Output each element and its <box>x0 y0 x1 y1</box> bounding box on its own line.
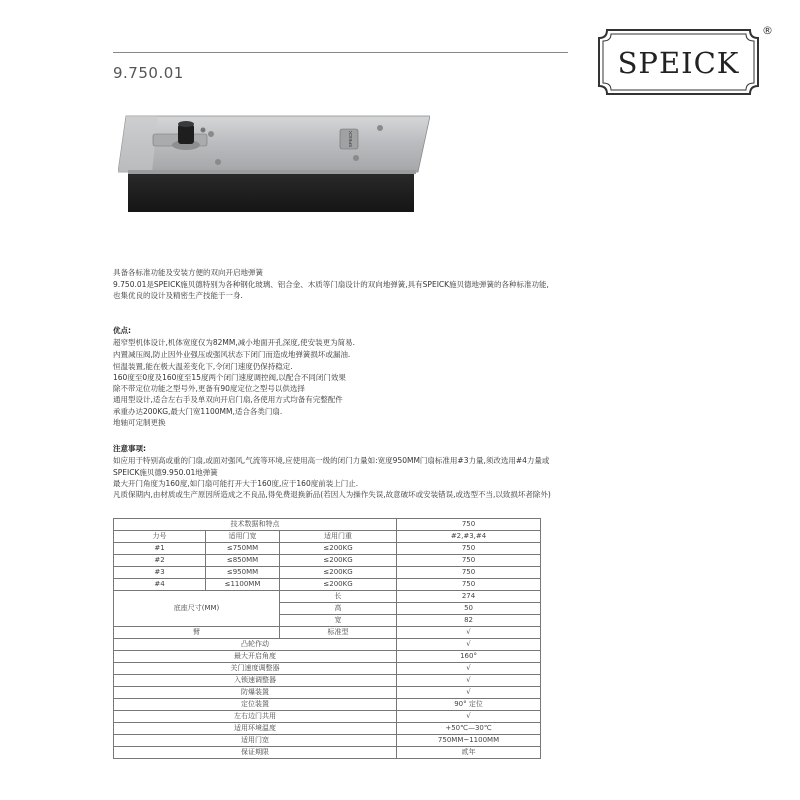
speick-logo <box>597 28 760 96</box>
advantage-line-7: 承重办达200KG,最大门宽1100MM,适合各类门扇. <box>113 407 283 416</box>
advantage-line-8: 地轴可定制更换 <box>113 418 166 427</box>
width-cell: ≤950MM <box>206 567 280 579</box>
header-rule <box>113 52 568 53</box>
weight-cell: ≤200KG <box>280 543 397 555</box>
table-row <box>114 711 541 723</box>
col-header-door-weight: 适用门重 <box>280 531 397 543</box>
feature-name-cell: 适用门宽 <box>114 735 397 747</box>
model-number: 9.750.01 <box>113 64 184 82</box>
model-cell: 750 <box>397 579 541 591</box>
intro-line-2: 9.750.01是SPEICK施贝德特别为各种钢化玻璃、铝合金、木质等门扇设计的双向地弹簧,具有SPEICK施贝德地弹簧的各种标准功能, <box>113 280 549 289</box>
advantage-line-2: 内置减压阀,防止因外业强压或强风状态下闭门而造成地弹簧损坏或漏油. <box>113 350 351 359</box>
advantages-heading: 优点: <box>113 326 131 335</box>
table-row <box>114 687 541 699</box>
feature-name-cell: 定位装置 <box>114 699 397 711</box>
width-cell: ≤850MM <box>206 555 280 567</box>
feature-name-cell: 适用环境温度 <box>114 723 397 735</box>
model-cell: 750 <box>397 567 541 579</box>
feature-value-cell: 贰年 <box>397 747 541 759</box>
table-row <box>114 591 541 603</box>
notes-heading: 注意事项: <box>113 444 146 453</box>
intro-line-1: 具备各标准功能及安装方便的双向开启地弹簧 <box>113 268 263 277</box>
table-header-title: 技术数据和特点 <box>114 519 397 531</box>
feature-value-cell: 750MM~1100MM <box>397 735 541 747</box>
advantage-line-4: 160度至0度及160度至15度两个闭门速度调控阀,以配合不同闭门效果 <box>113 373 346 382</box>
feature-value-cell: 90° 定位 <box>397 699 541 711</box>
weight-cell: ≤200KG <box>280 555 397 567</box>
feature-name-cell: 保证期限 <box>114 747 397 759</box>
table-row <box>114 639 541 651</box>
col-header-force: 力号 <box>114 531 206 543</box>
arm-type-cell: 标准型 <box>280 627 397 639</box>
force-cell: #2 <box>114 555 206 567</box>
feature-value-cell: 160° <box>397 651 541 663</box>
table-row <box>114 723 541 735</box>
force-cell: #4 <box>114 579 206 591</box>
feature-value-cell: +50℃—30℃ <box>397 723 541 735</box>
feature-name-cell: 最大开启角度 <box>114 651 397 663</box>
advantage-line-6: 通用型设计,适合左右手及单双向开启门扇,各使用方式均备有完整配件 <box>113 395 343 404</box>
table-col-headers <box>114 531 541 543</box>
table-row <box>114 747 541 759</box>
feature-value-cell: √ <box>397 711 541 723</box>
product-plate-label: SPEICK <box>348 130 353 148</box>
arm-value-cell: √ <box>397 627 541 639</box>
model-cell: 750 <box>397 555 541 567</box>
note-line-1: 如应用于特别高或重的门扇,或面对强风,气流等环境,应使用高一级的闭门力量如:宽度950MM门扇标准用#3力量,须改选用#4力量或 <box>113 456 550 465</box>
dim-name-cell: 长 <box>280 591 397 603</box>
col-header-force-options: #2,#3,#4 <box>397 531 541 543</box>
feature-name-cell: 防爆装置 <box>114 687 397 699</box>
arm-label-cell: 臂 <box>114 627 280 639</box>
logo-brand-text: SPEICK <box>617 46 740 80</box>
force-cell: #1 <box>114 543 206 555</box>
feature-name-cell: 入锁速调整器 <box>114 675 397 687</box>
table-row <box>114 663 541 675</box>
dim-value-cell: 82 <box>397 615 541 627</box>
width-cell: ≤750MM <box>206 543 280 555</box>
feature-value-cell: √ <box>397 687 541 699</box>
feature-value-cell: √ <box>397 639 541 651</box>
table-row <box>114 579 541 591</box>
dims-label-cell: 底座尺寸(MM) <box>114 591 280 627</box>
model-cell: 750 <box>397 543 541 555</box>
table-row <box>114 651 541 663</box>
table-row <box>114 627 541 639</box>
feature-value-cell: √ <box>397 663 541 675</box>
note-line-4: 凡质保期内,由材质或生产原因所造成之不良品,得免费退换新品(若因人为操作失误,故意破坏或安装错误,或选型不当,以致损坏者除外) <box>113 490 551 499</box>
col-header-door-width: 适用门宽 <box>206 531 280 543</box>
spec-table <box>113 518 541 759</box>
table-header-row <box>114 519 541 531</box>
table-row <box>114 567 541 579</box>
feature-name-cell: 左右边门共用 <box>114 711 397 723</box>
weight-cell: ≤200KG <box>280 567 397 579</box>
floor-spring-product-image <box>118 112 430 216</box>
width-cell: ≤1100MM <box>206 579 280 591</box>
dim-value-cell: 50 <box>397 603 541 615</box>
table-row <box>114 735 541 747</box>
dim-name-cell: 高 <box>280 603 397 615</box>
advantage-line-5: 除不带定位功能之型号外,更备有90度定位之型号以供选择 <box>113 384 305 393</box>
table-header-model: 750 <box>397 519 541 531</box>
weight-cell: ≤200KG <box>280 579 397 591</box>
intro-line-3: 也集优良的设计及精密生产技能于一身. <box>113 291 243 300</box>
note-line-3: 最大开门角度为160度,如门扇可能打开大于160度,应于160度前装上门止. <box>113 479 359 488</box>
note-line-2: SPEICK施贝德9.950.01地弹簧 <box>113 468 218 477</box>
feature-name-cell: 关门速度调整器 <box>114 663 397 675</box>
registered-mark: ® <box>762 24 773 37</box>
table-row <box>114 555 541 567</box>
advantage-line-1: 超窄型机体设计,机体宽度仅为82MM,减小地面开孔深度,使安装更为简易. <box>113 338 356 347</box>
force-cell: #3 <box>114 567 206 579</box>
feature-name-cell: 凸轮作动 <box>114 639 397 651</box>
feature-value-cell: √ <box>397 675 541 687</box>
table-row <box>114 699 541 711</box>
dim-name-cell: 宽 <box>280 615 397 627</box>
advantage-line-3: 恒温装置,能在极大温差变化下,令闭门速度仍保持稳定. <box>113 362 293 371</box>
table-row <box>114 543 541 555</box>
dim-value-cell: 274 <box>397 591 541 603</box>
table-row <box>114 675 541 687</box>
